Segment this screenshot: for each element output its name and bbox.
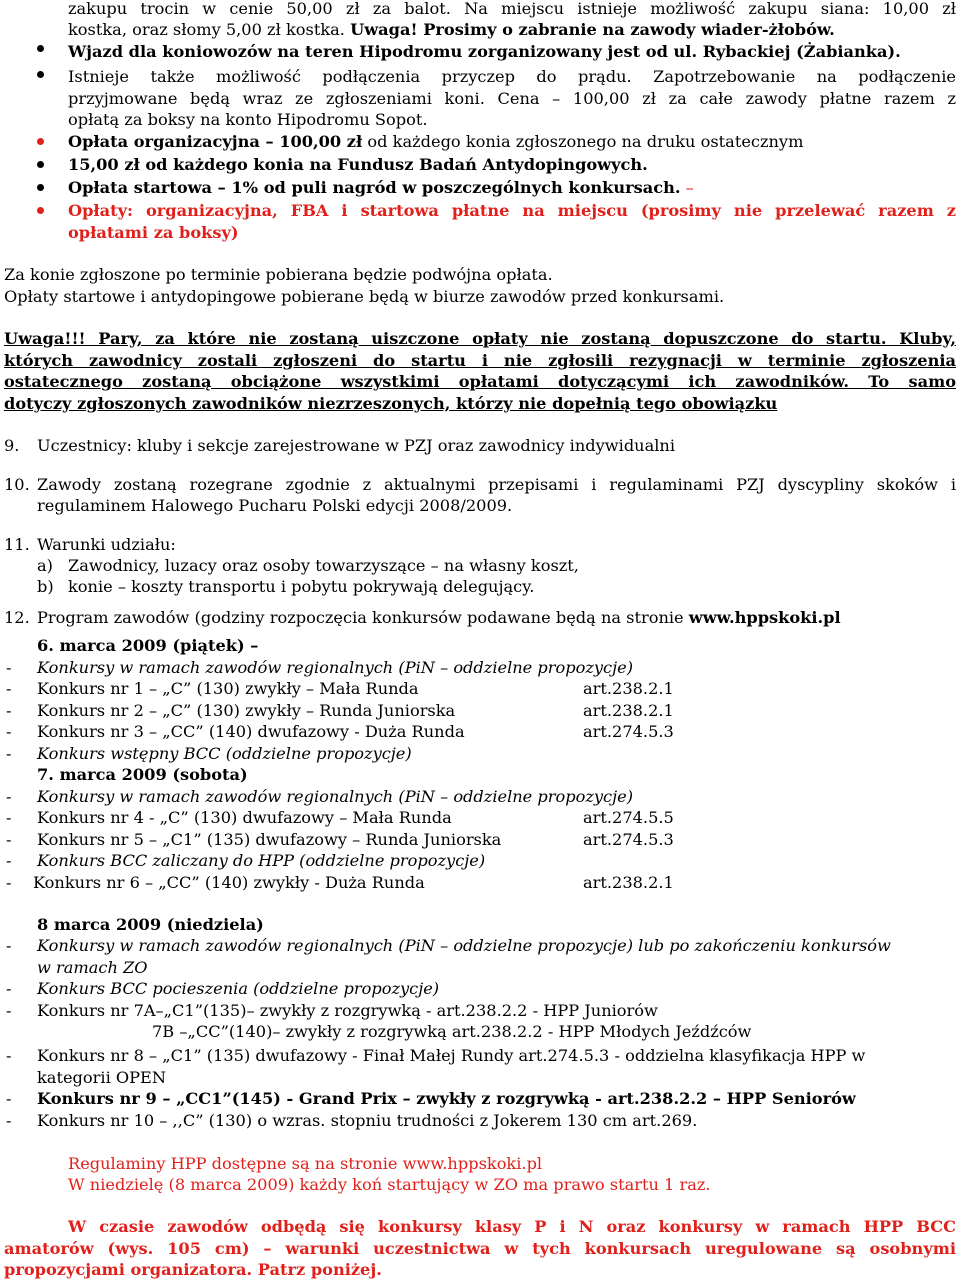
bullet-icon xyxy=(37,45,44,52)
bullet-icon xyxy=(37,207,44,214)
bullet-icon xyxy=(37,161,44,168)
schedule-item: Konkurs wstępny BCC (oddzielne propozycje) xyxy=(37,744,412,763)
schedule-item: Konkurs nr 2 – „C” (130) zwykły – Runda Juniorska xyxy=(37,701,456,720)
fee-dash: – xyxy=(680,178,694,197)
fee-label: Opłata organizacyjna – 100,00 zł xyxy=(68,132,363,151)
schedule-item: Konkursy w ramach zawodów regionalnych (PiN – oddzielne propozycje) lub po zakończeniu konkursów xyxy=(37,936,891,955)
schedule-item: Konkurs BCC pocieszenia (oddzielne propozycje) xyxy=(37,979,440,998)
article-ref: art.274.5.3 xyxy=(583,722,674,741)
bullet-text: Istnieje także możliwość podłączenia przyczep do prądu. Zapotrzebowanie na podłączenie xyxy=(68,67,956,86)
warning-line: dotyczy zgłoszonych zawodników niezrzeszonych, którzy nie dopełnią tego obowiązku xyxy=(4,394,778,413)
dash: - xyxy=(6,722,12,741)
section-number: 10. xyxy=(4,475,30,494)
dash: - xyxy=(6,744,12,763)
fee-label: Opłata startowa – 1% od puli nagród w poszczególnych konkursach. xyxy=(68,178,681,197)
program-text: Program zawodów (godziny rozpoczęcia konkursów podawane będą na stronie xyxy=(37,608,689,627)
schedule-item: Konkurs nr 4 - „C” (130) dwufazowy – Mała Runda xyxy=(37,808,452,827)
list-marker: a) xyxy=(37,556,53,575)
bullet-text xyxy=(68,131,803,153)
bullet-text: Opłaty: organizacyjna, FBA i startowa płatne na miejscu (prosimy nie przelewać razem z xyxy=(68,201,956,220)
dash: - xyxy=(6,851,12,870)
bullet-text: Wjazd dla koniowozów na teren Hipodromu zorganizowany jest od ul. Rybackiej (Żabianka). xyxy=(68,42,901,61)
article-ref: art.238.2.1 xyxy=(583,679,674,698)
schedule-item: Konkurs nr 3 – „CC” (140) dwufazowy - Duża Runda xyxy=(37,722,465,741)
section-number: 11. xyxy=(4,535,30,554)
section-text: Warunki udziału: xyxy=(37,535,176,554)
schedule-item: Konkursy w ramach zawodów regionalnych (PiN – oddzielne propozycje) xyxy=(37,658,634,677)
text-line: Za konie zgłoszone po terminie pobierana będzie podwójna opłata. xyxy=(4,265,553,284)
warning-line: których zawodnicy zostali zgłoszeni do startu i nie zgłosili rezygnacji w terminie zgłoszenia xyxy=(4,351,956,370)
bullet-text: przyjmowane będą wraz ze zgłoszeniami koni. Cena – 100,00 zł za całe zawody płatne razem z xyxy=(68,89,956,108)
dash: - xyxy=(6,658,12,677)
day-heading: 7. marca 2009 (sobota) xyxy=(37,765,248,784)
schedule-item: Konkurs nr 10 – ,,C” (130) o wzras. stopniu trudności z Jokerem 130 cm art.269. xyxy=(37,1111,698,1130)
schedule-item: Konkursy w ramach zawodów regionalnych (PiN – oddzielne propozycje) xyxy=(37,787,634,806)
section-text: Zawody zostaną rozegrane zgodnie z aktualnymi przepisami i regulaminami PZJ dyscypliny skoków i xyxy=(37,475,956,494)
warning-line: Uwaga!!! Pary, za które nie zostaną uiszczone opłaty nie zostaną dopuszczone do startu. Kluby, xyxy=(4,329,956,348)
article-ref: art.274.5.3 xyxy=(583,830,674,849)
dash: - xyxy=(6,1001,12,1020)
dash: - xyxy=(6,808,12,827)
note-line: amatorów (wys. 105 cm) – warunki uczestnictwa w tych konkursach uregulowane są osobnymi xyxy=(4,1239,956,1258)
text-line: Opłaty startowe i antydopingowe pobierane będą w biurze zawodów przed konkursami. xyxy=(4,287,725,306)
bullet-text: 15,00 zł od każdego konia na Fundusz Badań Antydopingowych. xyxy=(68,155,648,174)
note-line: propozycjami organizatora. Patrz poniżej. xyxy=(4,1260,382,1279)
schedule-item: Konkurs nr 8 – „C1” (135) dwufazowy - Finał Małej Rundy art.274.5.3 - oddzielna klasyfikacja HPP w xyxy=(37,1046,866,1065)
dash: - xyxy=(6,701,12,720)
dash: - xyxy=(6,979,12,998)
dash: - xyxy=(6,936,12,955)
note-line: Regulaminy HPP dostępne są na stronie www.hppskoki.pl xyxy=(68,1154,543,1173)
schedule-item: Konkurs nr 5 – „C1” (135) dwufazowy – Runda Juniorska xyxy=(37,830,502,849)
schedule-item: Konkurs nr 9 – „CC1”(145) - Grand Prix – zwykły z rozgrywką - art.238.2.2 – HPP Seniorów xyxy=(37,1089,856,1108)
dash: - xyxy=(6,1089,12,1108)
note-line: W czasie zawodów odbędą się konkursy klasy P i N oraz konkursy w ramach HPP BCC xyxy=(68,1217,956,1236)
article-ref: art.238.2.1 xyxy=(583,701,674,720)
section-text: regulaminem Halowego Pucharu Polski edycji 2008/2009. xyxy=(37,496,513,515)
dash: - xyxy=(6,830,12,849)
article-ref: art.238.2.1 xyxy=(583,873,674,892)
day-heading: 8 marca 2009 (niedziela) xyxy=(37,915,264,934)
fee-detail: od każdego konia zgłoszonego na druku ostatecznym xyxy=(362,132,804,151)
bullet-text xyxy=(68,177,694,199)
article-ref: art.274.5.5 xyxy=(583,808,674,827)
bullet-icon xyxy=(37,71,44,78)
dash: - xyxy=(6,1111,12,1130)
section-text: Uczestnicy: kluby i sekcje zarejestrowane w PZJ oraz zawodnicy indywidualni xyxy=(37,436,676,455)
list-item: konie – koszty transportu i pobytu pokrywają delegujący. xyxy=(68,577,535,596)
text-span: kostka, oraz słomy 5,00 zł kostka. xyxy=(68,20,351,39)
dash: - xyxy=(6,1046,12,1065)
dash: - xyxy=(6,873,12,892)
schedule-item: Konkurs BCC zaliczany do HPP (oddzielne propozycje) xyxy=(37,851,486,870)
schedule-item: Konkurs nr 7A–„C1”(135)– zwykły z rozgrywką - art.238.2.2 - HPP Juniorów xyxy=(37,1001,658,1020)
text-line: zakupu trocin w cenie 50,00 zł za balot. Na miejscu istnieje możliwość zakupu siana: 10,00 zł xyxy=(68,0,956,18)
text-line xyxy=(68,19,835,41)
bullet-icon xyxy=(37,184,44,191)
schedule-item: Konkurs nr 1 – „C” (130) zwykły – Mała Runda xyxy=(37,679,419,698)
section-text xyxy=(37,607,841,629)
schedule-item: w ramach ZO xyxy=(37,958,148,977)
bullet-text: opłatą za boksy na konto Hipodromu Sopot. xyxy=(68,110,428,129)
website-link[interactable]: www.hppskoki.pl xyxy=(688,608,841,627)
bold-notice: Uwaga! Prosimy o zabranie na zawody wiader-żłobów. xyxy=(350,20,835,39)
dash: - xyxy=(6,679,12,698)
section-number: 12. xyxy=(4,608,30,627)
schedule-item: Konkurs nr 6 – „CC” (140) zwykły - Duża Runda xyxy=(33,873,425,892)
dash: - xyxy=(6,787,12,806)
schedule-item: 7B –„CC”(140)– zwykły z rozgrywką art.238.2.2 - HPP Młodych Jeźdźców xyxy=(152,1022,752,1041)
list-item: Zawodnicy, luzacy oraz osoby towarzyszące – na własny koszt, xyxy=(68,556,579,575)
section-number: 9. xyxy=(4,436,20,455)
bullet-icon xyxy=(37,138,44,145)
note-line: W niedzielę (8 marca 2009) każdy koń startujący w ZO ma prawo startu 1 raz. xyxy=(68,1175,711,1194)
list-marker: b) xyxy=(37,577,54,596)
day-heading: 6. marca 2009 (piątek) – xyxy=(37,636,259,655)
bullet-text: opłatami za boksy) xyxy=(68,223,239,242)
warning-line: ostatecznego zostaną obciążone wszystkimi opłatami dotyczącymi ich zawodników. To samo xyxy=(4,372,956,391)
schedule-item: kategorii OPEN xyxy=(37,1068,167,1087)
